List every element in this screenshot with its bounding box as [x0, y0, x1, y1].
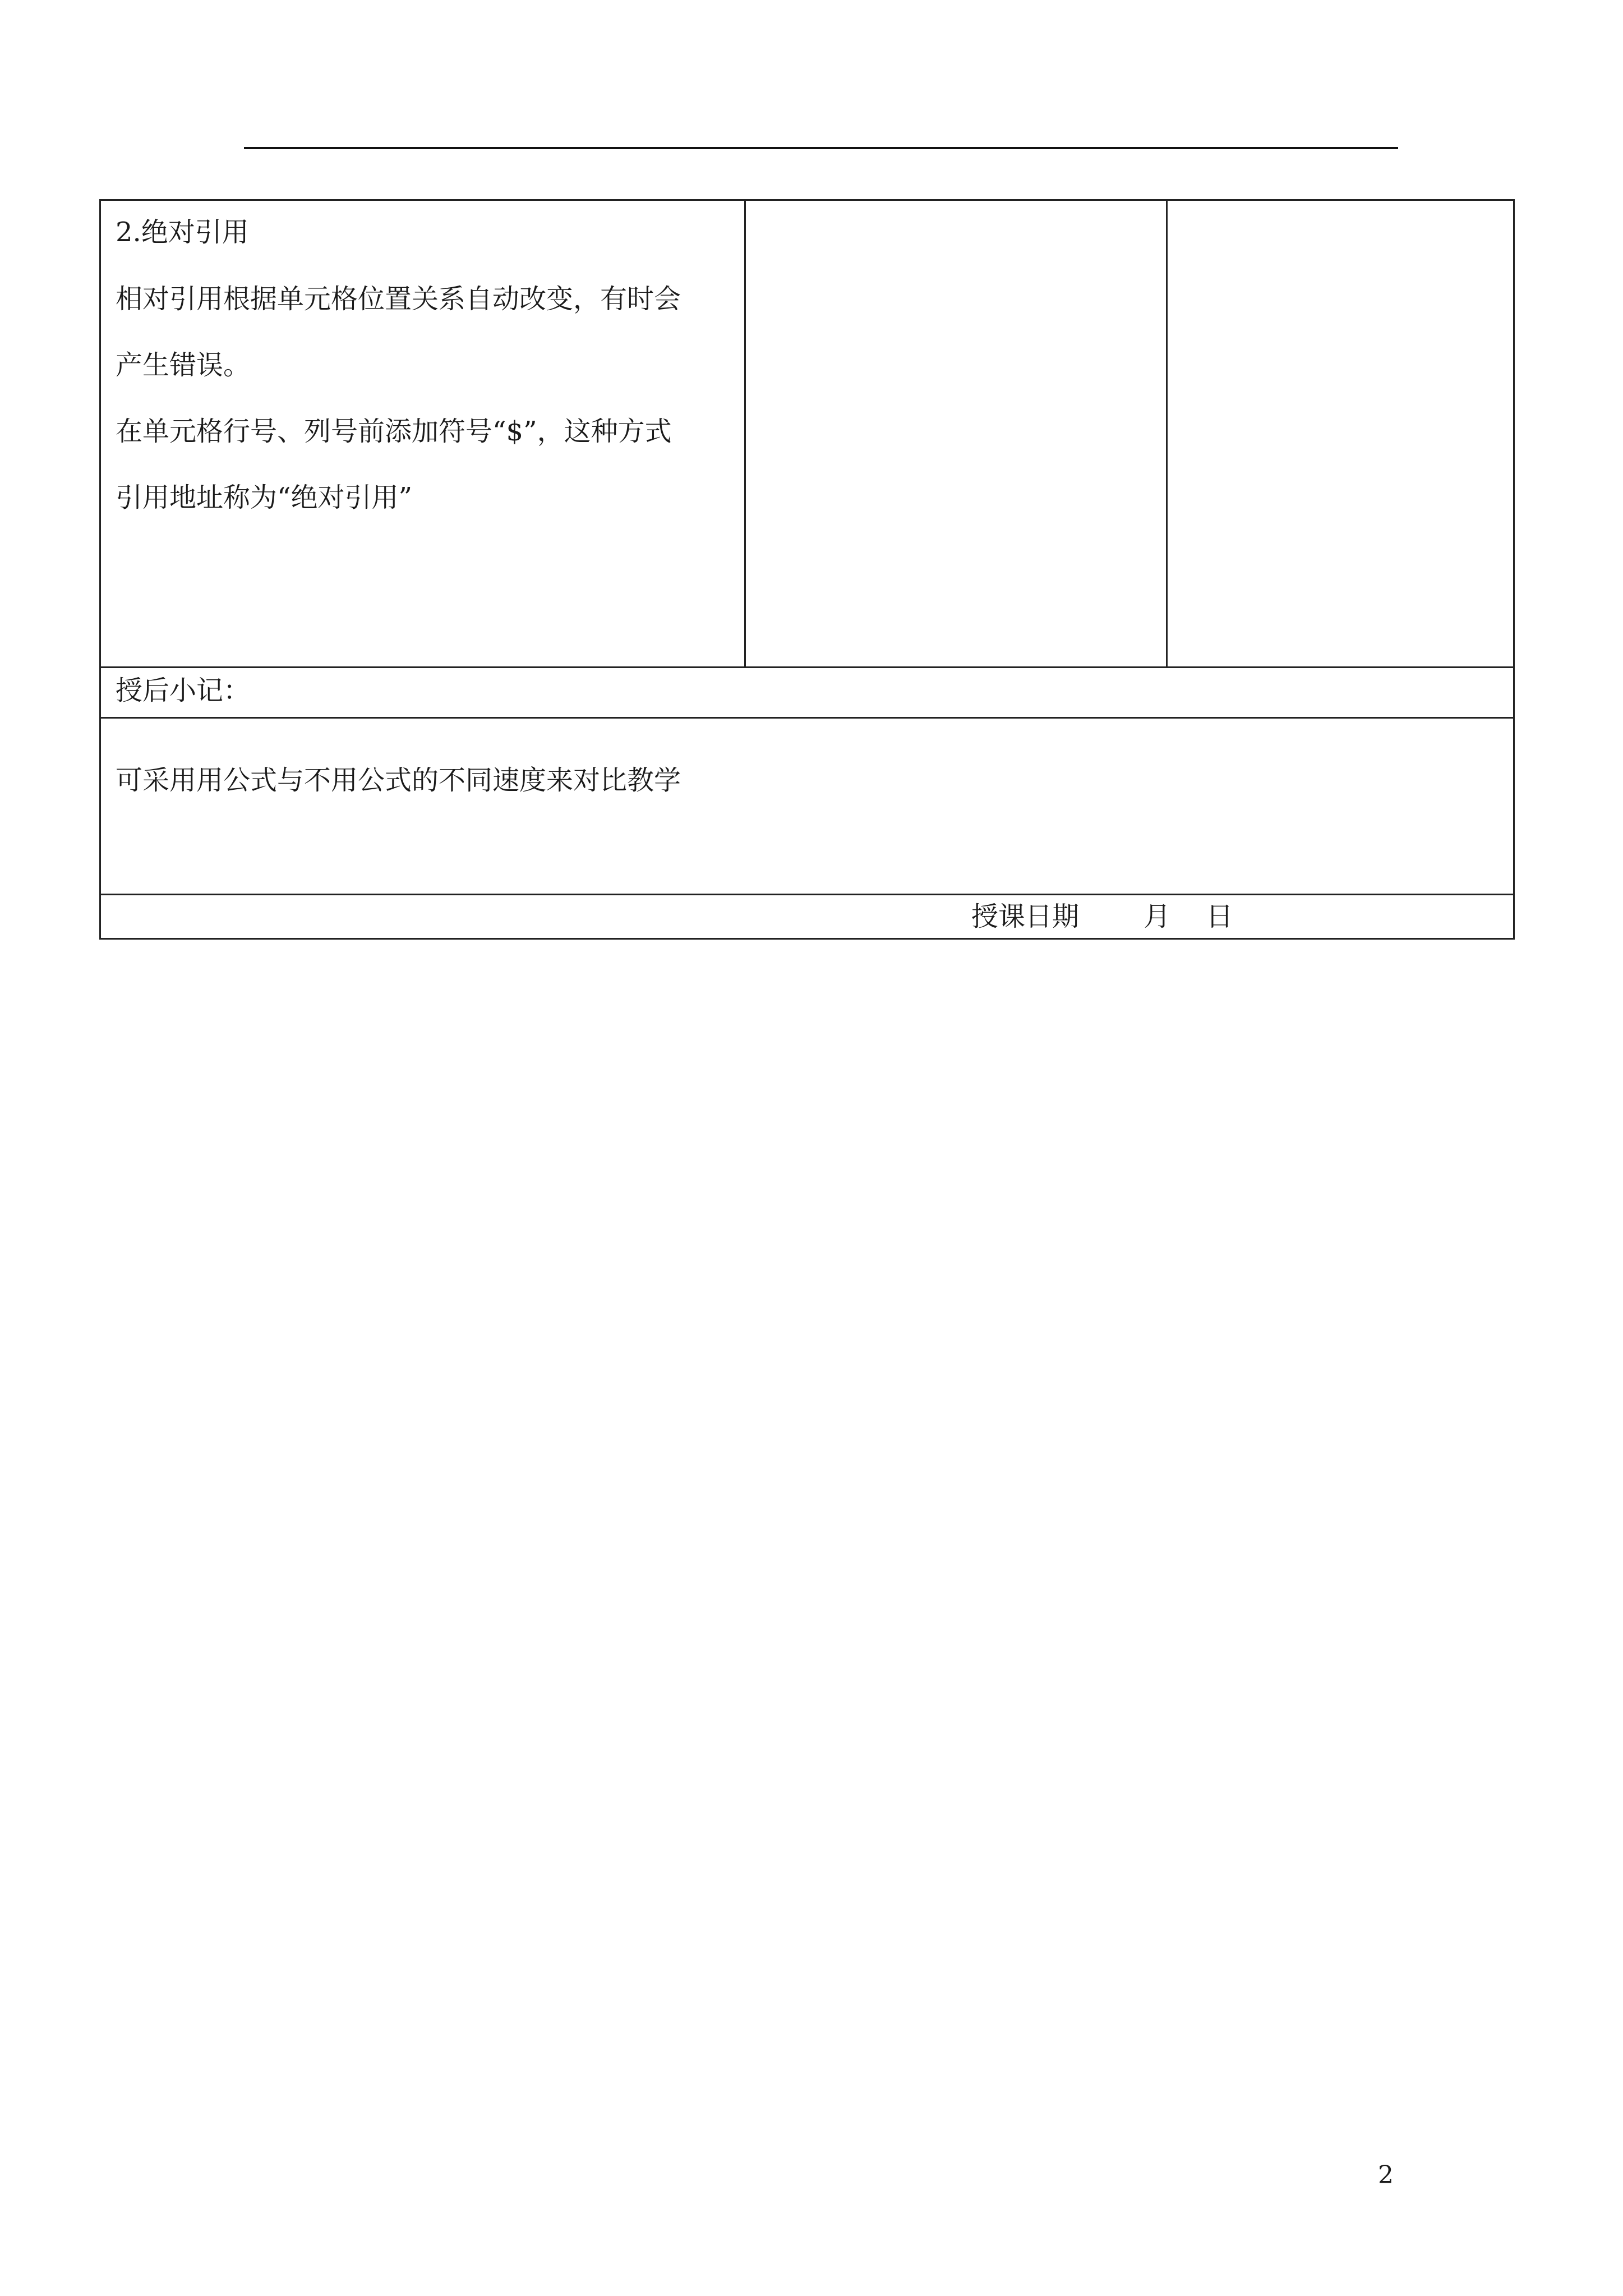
- content-row: [100, 200, 1514, 668]
- empty-right-cell: [1167, 200, 1514, 668]
- teaching-date: [971, 901, 1233, 932]
- date-month: 月: [1144, 901, 1171, 932]
- content-line: 相对引用根据单元格位置关系自动改变，有时会: [116, 283, 681, 315]
- postclass-note: 可采用用公式与不用公式的不同速度来对比教学: [100, 718, 1514, 895]
- date-cell: [100, 895, 1514, 939]
- page-number: 2: [1378, 2161, 1394, 2189]
- content-line: 在单元格行号、列号前添加符号“$”，这种方式: [116, 416, 672, 447]
- section-heading: 2.绝对引用: [116, 217, 249, 248]
- teaching-content-cell: [100, 200, 745, 668]
- empty-middle-cell: [745, 200, 1167, 668]
- date-label: 授课日期: [971, 901, 1080, 932]
- lesson-plan-table: [99, 199, 1515, 940]
- date-day: 日: [1206, 901, 1233, 932]
- header-rule: [244, 147, 1398, 149]
- postclass-note-row: [100, 718, 1514, 895]
- date-row: [100, 895, 1514, 939]
- postclass-label: 授后小记：: [100, 668, 1514, 718]
- content-line: 产生错误。: [116, 349, 251, 381]
- content-line: 引用地址称为“绝对引用”: [116, 482, 413, 513]
- postclass-label-row: [100, 668, 1514, 718]
